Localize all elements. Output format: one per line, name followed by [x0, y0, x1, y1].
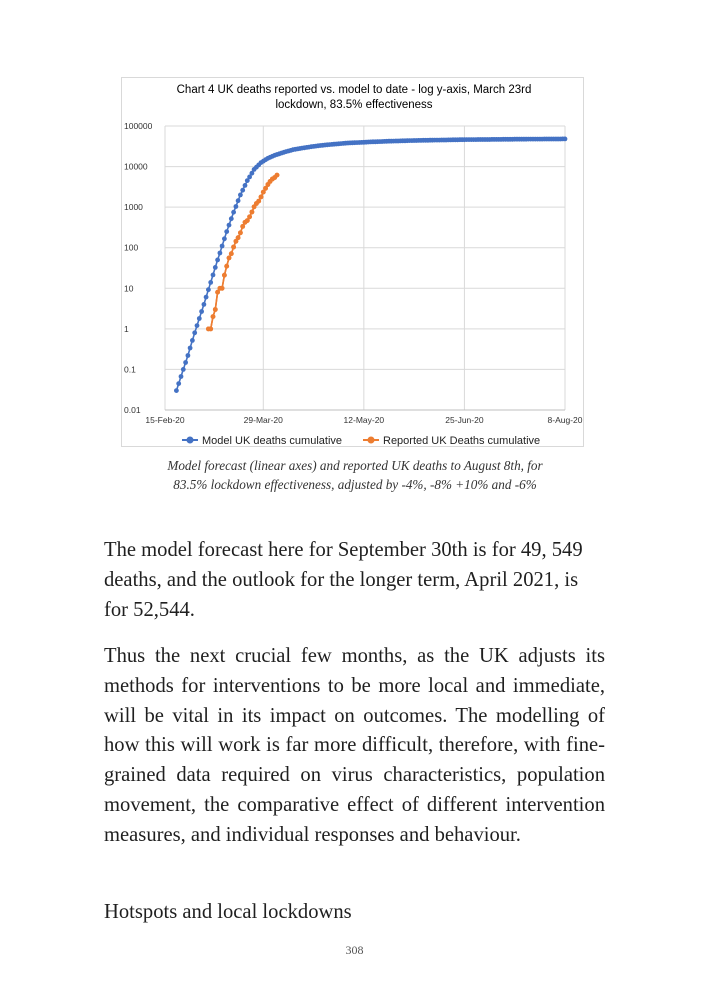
caption-line-2: 83.5% lockdown effectiveness, adjusted by -4%, -8% +10% and -6% — [173, 477, 537, 492]
data-point — [224, 264, 229, 269]
data-point — [236, 235, 241, 240]
data-point — [563, 137, 568, 142]
data-point — [220, 244, 225, 249]
data-point — [227, 223, 232, 228]
data-point — [197, 316, 202, 321]
section-heading: Hotspots and local lockdowns — [104, 901, 352, 923]
data-point — [240, 188, 245, 193]
data-point — [211, 314, 216, 319]
series-line — [176, 139, 565, 391]
y-tick-label: 1000 — [124, 202, 143, 213]
legend-model-label: Model UK deaths cumulative — [202, 435, 343, 447]
data-point — [220, 286, 225, 291]
data-point — [234, 204, 239, 209]
y-tick-label: 0.1 — [124, 364, 136, 375]
data-point — [188, 346, 193, 351]
series-1 — [206, 173, 279, 332]
y-tick-label: 10 — [124, 283, 134, 294]
data-point — [243, 183, 248, 188]
y-tick-label: 100 — [124, 242, 139, 253]
x-tick-label: 25-Jun-20 — [445, 415, 484, 425]
data-point — [275, 173, 280, 178]
data-point — [231, 245, 236, 250]
paragraph-next-months: Thus the next crucial few months, as the UK adjusts its methods for interventions to be more local and immediate, will be vital in its impact on outcomes. The modelling of how this will work is far more difficult, therefore, with fine-grained data required on virus characteristics, population movement, the comparative effect of different intervention measures, and individual responses and behaviour. — [104, 645, 605, 846]
data-point — [224, 229, 229, 234]
y-tick-label: 0.01 — [124, 405, 141, 415]
chart-svg — [122, 78, 585, 448]
x-tick-label: 29-Mar-20 — [243, 415, 283, 425]
data-point — [229, 251, 234, 256]
data-point — [259, 195, 264, 200]
legend-model-marker — [187, 437, 194, 444]
x-tick-label: 15-Feb-20 — [145, 415, 185, 425]
data-point — [236, 198, 241, 203]
data-point — [186, 353, 191, 358]
x-tick-label: 12-May-20 — [343, 415, 385, 425]
page-number: 308 — [345, 943, 364, 957]
figure-caption — [104, 456, 606, 494]
y-tick-label: 10000 — [124, 161, 148, 172]
chart-title-line-2: lockdown, 83.5% effectiveness — [275, 99, 433, 111]
data-point — [215, 258, 220, 263]
legend-reported-marker — [368, 437, 375, 444]
data-point — [176, 381, 181, 386]
data-point — [250, 210, 255, 215]
y-tick-label: 100000 — [124, 121, 153, 131]
data-point — [208, 280, 213, 285]
data-point — [247, 214, 252, 219]
data-point — [183, 360, 188, 365]
chart-series — [174, 137, 567, 394]
data-point — [222, 273, 227, 278]
data-point — [208, 327, 213, 332]
paragraph-forecast: The model forecast here for September 30th is for 49, 549 deaths, and the outlook for the longer term, April 2021, is for 52,544. — [104, 539, 583, 621]
data-point — [229, 216, 234, 221]
data-point — [238, 193, 243, 198]
data-point — [238, 230, 243, 235]
data-point — [240, 224, 245, 229]
series-2 — [206, 173, 279, 332]
series-0 — [174, 137, 567, 394]
x-tick-label: 8-Aug-20 — [547, 415, 583, 425]
data-point — [199, 309, 204, 314]
data-point — [222, 236, 227, 241]
data-point — [181, 367, 186, 372]
data-point — [213, 265, 218, 270]
chart-legend — [182, 435, 540, 447]
data-point — [179, 374, 184, 379]
data-point — [202, 302, 207, 307]
legend-reported-label: Reported UK Deaths cumulative — [383, 435, 541, 447]
caption-line-1: Model forecast (linear axes) and reported UK deaths to August 8th, for — [167, 458, 543, 473]
chart-grid — [165, 126, 565, 410]
data-point — [195, 323, 200, 328]
data-point — [213, 307, 218, 312]
data-point — [227, 256, 232, 261]
data-point — [174, 388, 179, 393]
chart-figure — [121, 77, 584, 447]
data-point — [206, 287, 211, 292]
data-point — [192, 330, 197, 335]
data-point — [211, 273, 216, 278]
data-point — [190, 338, 195, 343]
data-point — [231, 210, 236, 215]
data-point — [256, 199, 261, 204]
chart-title-line-1: Chart 4 UK deaths reported vs. model to date - log y-axis, March 23rd — [176, 84, 532, 96]
data-point — [204, 295, 209, 300]
data-point — [218, 251, 223, 256]
y-tick-label: 1 — [124, 323, 129, 334]
